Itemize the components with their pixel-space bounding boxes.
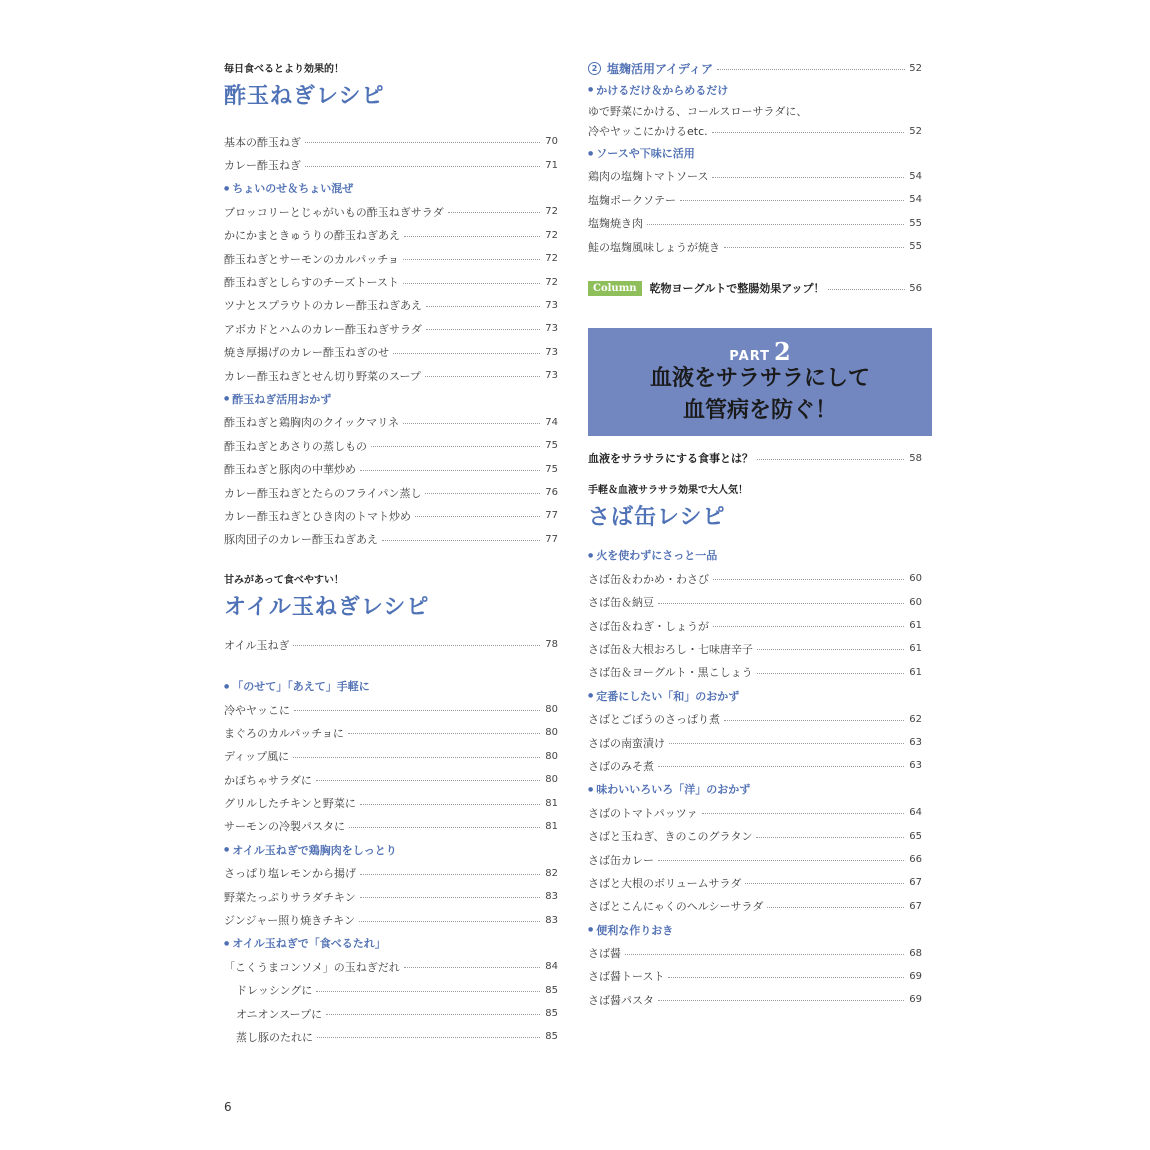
dot-leader xyxy=(724,247,904,248)
dot-leader xyxy=(293,757,540,758)
toc-entry-title: 基本の酢玉ねぎ xyxy=(224,135,301,149)
subsection-heading: ● 味わいいろいろ「洋」のおかず xyxy=(588,778,922,801)
subsection-heading: ● 酢玉ねぎ活用おかず xyxy=(224,387,558,410)
dot-leader xyxy=(293,645,540,646)
toc-entry[interactable] xyxy=(588,188,922,211)
dot-leader xyxy=(724,720,904,721)
toc-entry-title: 鶏肉の塩麹トマトソース xyxy=(588,170,709,184)
spacer xyxy=(224,112,558,130)
spacer xyxy=(588,534,922,544)
dot-leader xyxy=(404,967,540,968)
page-number: 6 xyxy=(224,1100,232,1114)
toc-entry-title: 酢玉ねぎとあさりの蒸しもの xyxy=(224,439,367,453)
toc-entry[interactable] xyxy=(588,235,922,258)
toc-entry-title: さっぱり塩レモンから揚げ xyxy=(224,867,356,881)
toc-entry-page: 80 xyxy=(545,727,558,739)
toc-entry-title: カレー酢玉ねぎ xyxy=(224,159,301,173)
dot-leader xyxy=(425,493,540,494)
toc-entry-title: 塩麹ポークソテー xyxy=(588,193,676,207)
dot-leader xyxy=(717,69,905,70)
toc-entry-page: 72 xyxy=(545,206,558,218)
toc-entry[interactable] xyxy=(224,528,558,551)
subsection-heading: ● 火を使わずにさっと一品 xyxy=(588,544,922,567)
dot-leader xyxy=(828,289,905,290)
dot-leader xyxy=(658,860,904,861)
toc-entry-page: 61 xyxy=(909,666,922,678)
toc-entry-page: 61 xyxy=(909,643,922,655)
toc-entry-page: 73 xyxy=(545,299,558,311)
spacer xyxy=(588,436,922,446)
toc-entry-title: さばのみそ煮 xyxy=(588,759,654,773)
subsection-heading: ● 便利な作りおき xyxy=(588,918,922,941)
toc-entry[interactable] xyxy=(588,446,922,469)
toc-entry[interactable] xyxy=(224,317,558,340)
toc-entry-page: 67 xyxy=(909,900,922,912)
dot-leader xyxy=(317,1037,540,1038)
subsection-heading: ● 定番にしたい「和」のおかず xyxy=(588,684,922,707)
section-kicker: 甘みがあって食べやすい！ xyxy=(224,574,344,586)
toc-entry-title: 血液をサラサラにする食事とは？ xyxy=(588,452,753,466)
dot-leader xyxy=(360,470,540,471)
dot-leader xyxy=(360,897,540,898)
dot-leader xyxy=(745,883,904,884)
toc-entry-page: 82 xyxy=(545,867,558,879)
subsection-heading: ● ソースや下味に活用 xyxy=(588,141,922,164)
toc-entry-page: 72 xyxy=(545,229,558,241)
dot-leader xyxy=(404,236,540,237)
subsection-heading: ● ちょいのせ＆ちょい混ぜ xyxy=(224,177,558,200)
toc-entry-page: 58 xyxy=(909,452,922,464)
toc-entry[interactable] xyxy=(224,633,558,656)
toc-entry[interactable] xyxy=(588,165,922,188)
dot-leader xyxy=(359,921,540,922)
column-badge: Column xyxy=(588,281,642,296)
toc-entry-page: 77 xyxy=(545,533,558,545)
toc-entry-page: 78 xyxy=(545,639,558,651)
toc-entry-page: 85 xyxy=(545,1031,558,1043)
toc-entry-page: 69 xyxy=(909,970,922,982)
toc-entry-page: 80 xyxy=(545,774,558,786)
toc-entry-title: 焼き厚揚げのカレー酢玉ねぎのせ xyxy=(224,346,389,360)
toc-entry-title: さば缶＆大根おろし・七味唐辛子 xyxy=(588,642,753,656)
toc-entry-title: ブロッコリーとじゃがいもの酢玉ねぎサラダ xyxy=(224,205,444,219)
toc-entry-page: 55 xyxy=(909,241,922,253)
part-title-line: 血管病を防ぐ！ xyxy=(682,398,837,424)
toc-entry-title: かぼちゃサラダに xyxy=(224,773,312,787)
toc-entry-title: オニオンスープに xyxy=(236,1007,323,1021)
toc-entry-title: アボカドとハムのカレー酢玉ねぎサラダ xyxy=(224,322,422,336)
toc-entry-title: ドレッシングに xyxy=(236,984,313,998)
dot-leader xyxy=(403,259,540,260)
toc-entry-title: さば缶カレー xyxy=(588,853,654,867)
toc-entry[interactable] xyxy=(588,824,922,847)
spacer xyxy=(588,318,922,328)
toc-entry-title: ツナとスプラウトのカレー酢玉ねぎあえ xyxy=(224,299,422,313)
toc-entry-title: カレー酢玉ねぎとひき肉のトマト炒め xyxy=(224,509,411,523)
dot-leader xyxy=(360,874,540,875)
toc-entry-title: カレー酢玉ねぎとせん切り野菜のスープ xyxy=(224,369,421,383)
spacer xyxy=(588,300,922,318)
spacer xyxy=(224,551,558,569)
toc-entry[interactable] xyxy=(224,457,558,480)
toc-entry-title: ディップ風に xyxy=(224,750,290,764)
toc-entry-title: さば缶＆わかめ・わさび xyxy=(588,572,709,586)
dot-leader xyxy=(360,804,540,805)
toc-entry-page: 81 xyxy=(545,820,558,832)
toc-entry-title: 鮭の塩麹風味しょうが焼き xyxy=(588,240,720,254)
dot-leader xyxy=(702,813,904,814)
toc-entry-title: さば缶＆納豆 xyxy=(588,596,654,610)
toc-entry-page: 55 xyxy=(909,217,922,229)
section-title: 酢玉ねぎレシピ xyxy=(224,83,385,109)
dot-leader xyxy=(713,579,904,580)
toc-entry-page: 83 xyxy=(545,891,558,903)
toc-entry[interactable] xyxy=(588,661,922,684)
toc-entry[interactable] xyxy=(224,224,558,247)
toc-entry[interactable] xyxy=(224,885,558,908)
toc-entry-title: さばと玉ねぎ、きのこのグラタン xyxy=(588,830,753,844)
toc-entry-page: 80 xyxy=(545,750,558,762)
toc-entry-page: 64 xyxy=(909,807,922,819)
toc-entry-page: 65 xyxy=(909,830,922,842)
toc-entry[interactable] xyxy=(224,698,558,721)
toc-entry[interactable] xyxy=(224,200,558,223)
toc-entry-title: 野菜たっぷりサラダチキン xyxy=(224,890,356,904)
toc-entry[interactable] xyxy=(588,941,922,964)
dot-leader xyxy=(349,827,540,828)
dot-leader xyxy=(680,200,904,201)
toc-entry[interactable] xyxy=(588,848,922,871)
dot-leader xyxy=(426,306,540,307)
dot-leader xyxy=(647,224,904,225)
spacer xyxy=(588,470,922,480)
toc-entry-multiline[interactable] xyxy=(588,101,922,141)
part-title-line: 血液をサラサラにして xyxy=(649,366,870,392)
toc-entry-page: 54 xyxy=(909,170,922,182)
toc-entry[interactable] xyxy=(224,434,558,457)
toc-entry[interactable] xyxy=(224,411,558,434)
part-label xyxy=(729,337,791,367)
dot-leader xyxy=(403,423,540,424)
toc-entry-title: オイル玉ねぎ xyxy=(224,638,290,652)
toc-entry[interactable] xyxy=(224,979,558,1002)
toc-entry[interactable] xyxy=(588,754,922,777)
toc-entry-title: さば醤トースト xyxy=(588,970,665,984)
toc-entry[interactable] xyxy=(224,247,558,270)
toc-entry-page: 85 xyxy=(545,984,558,996)
toc-entry-page: 76 xyxy=(545,487,558,499)
dot-leader xyxy=(668,977,904,978)
toc-entry-title-line: ゆで野菜にかける、コールスローサラダに、 xyxy=(588,105,808,119)
dot-leader xyxy=(757,459,904,460)
toc-entry[interactable] xyxy=(588,591,922,614)
dot-leader xyxy=(625,954,904,955)
dot-leader xyxy=(767,907,904,908)
dot-leader xyxy=(448,212,540,213)
toc-entry[interactable] xyxy=(224,270,558,293)
dot-leader xyxy=(371,446,540,447)
toc-entry-title: さばと大根のボリュームサラダ xyxy=(588,876,742,890)
toc-entry-page: 80 xyxy=(545,704,558,715)
section-title: オイル玉ねぎレシピ xyxy=(224,594,430,620)
toc-entry[interactable] xyxy=(224,130,558,153)
dot-leader xyxy=(316,780,540,781)
toc-entry-title-line: 冷やヤッこにかけるetc. xyxy=(588,125,708,139)
dot-leader xyxy=(382,540,540,541)
toc-entry-title: さば缶＆ヨーグルト・黒こしょう xyxy=(588,666,753,680)
toc-entry[interactable] xyxy=(588,895,922,918)
toc-entry[interactable] xyxy=(224,481,558,504)
toc-entry[interactable] xyxy=(588,731,922,754)
toc-entry-page: 61 xyxy=(909,620,922,632)
toc-entry-title: 酢玉ねぎとサーモンのカルパッチョ xyxy=(224,252,399,266)
toc-entry[interactable] xyxy=(224,504,558,527)
toc-entry-title: まぐろのカルパッチョに xyxy=(224,726,344,740)
toc-entry-page: 63 xyxy=(909,737,922,749)
section-kicker: 毎日食べるとより効果的！ xyxy=(224,63,344,75)
dot-leader xyxy=(316,991,540,992)
toc-entry[interactable] xyxy=(224,341,558,364)
toc-entry-page: 73 xyxy=(545,370,558,382)
toc-entry-page: 70 xyxy=(545,136,558,148)
subsection-heading: ● オイル玉ねぎで「食べるたれ」 xyxy=(224,932,558,955)
dot-leader xyxy=(403,283,540,284)
toc-entry[interactable] xyxy=(588,212,922,235)
column-entry[interactable] xyxy=(588,276,922,300)
toc-entry-title: 酢玉ねぎと豚肉の中華炒め xyxy=(224,463,356,477)
toc-entry-title: かにかまときゅうりの酢玉ねぎあえ xyxy=(224,229,400,243)
toc-entry[interactable] xyxy=(588,988,922,1011)
toc-entry-page: 52 xyxy=(909,62,922,74)
toc-entry-page: 71 xyxy=(545,159,558,171)
toc-entry[interactable] xyxy=(588,614,922,637)
toc-entry-page: 85 xyxy=(545,1008,558,1020)
toc-entry-page: 83 xyxy=(545,914,558,926)
numbered-heading-title: 塩麹活用アイディア xyxy=(607,61,713,76)
toc-entry[interactable] xyxy=(588,801,922,824)
spacer xyxy=(588,258,922,276)
toc-entry-page: 67 xyxy=(909,877,922,889)
toc-entry-page: 54 xyxy=(909,194,922,206)
toc-entry[interactable] xyxy=(588,637,922,660)
toc-entry-title: ジンジャー照り焼きチキン xyxy=(224,914,356,928)
spacer xyxy=(224,623,558,633)
toc-entry-page: 69 xyxy=(909,994,922,1006)
toc-entry-page: 60 xyxy=(909,573,922,585)
toc-entry-page: 75 xyxy=(545,440,558,452)
section-kicker: 手軽＆血液サラサラ効果で大人気！ xyxy=(588,485,748,497)
toc-entry-page: 52 xyxy=(909,125,922,137)
part-banner xyxy=(588,328,932,436)
toc-entry-title: 冷やヤッこに xyxy=(224,703,290,717)
dot-leader xyxy=(294,710,540,711)
toc-entry-title: さばとこんにゃくのヘルシーサラダ xyxy=(588,900,764,914)
toc-entry-title: 酢玉ねぎと鶏胸肉のクイックマリネ xyxy=(224,416,400,430)
toc-entry-page: 74 xyxy=(545,416,558,428)
toc-entry[interactable] xyxy=(224,721,558,744)
toc-entry-page: 75 xyxy=(545,463,558,475)
toc-entry-title: さばのトマトパッツァ xyxy=(588,806,698,820)
toc-entry[interactable] xyxy=(588,871,922,894)
toc-entry-title: 酢玉ねぎとしらすのチーズトースト xyxy=(224,276,399,290)
dot-leader xyxy=(305,166,540,167)
toc-entry xyxy=(588,121,922,141)
toc-entry[interactable] xyxy=(224,153,558,176)
numbered-heading[interactable] xyxy=(588,58,922,78)
toc-entry[interactable] xyxy=(224,745,558,768)
dot-leader xyxy=(326,1014,540,1015)
toc-entry-title: さば醤パスタ xyxy=(588,993,654,1007)
toc-entry-page: 72 xyxy=(545,253,558,265)
part-title xyxy=(650,363,870,427)
toc-entry[interactable] xyxy=(224,908,558,931)
dot-leader xyxy=(425,376,540,377)
toc-entry-page: 77 xyxy=(545,510,558,522)
toc-entry-page: 72 xyxy=(545,276,558,288)
toc-entry-page: 60 xyxy=(909,596,922,608)
toc-entry-title: さば醤 xyxy=(588,947,621,961)
toc-entry-page: 73 xyxy=(545,346,558,358)
toc-entry-title: カレー酢玉ねぎとたらのフライパン蒸し xyxy=(224,486,422,500)
toc-entry[interactable] xyxy=(224,862,558,885)
toc-entry-title: 塩麹焼き肉 xyxy=(588,217,643,231)
toc-entry-page: 66 xyxy=(909,854,922,865)
dot-leader xyxy=(713,626,904,627)
toc-entry-title: 豚肉団子のカレー酢玉ねぎあえ xyxy=(224,533,378,547)
dot-leader xyxy=(393,353,540,354)
toc-entry[interactable] xyxy=(224,1025,558,1048)
toc-left-column xyxy=(224,58,558,1049)
dot-leader xyxy=(757,649,904,650)
toc-entry-title: さばとごぼうのさっぱり煮 xyxy=(588,713,720,727)
toc-entry[interactable] xyxy=(224,955,558,978)
toc-entry[interactable] xyxy=(224,294,558,317)
dot-leader xyxy=(658,603,904,604)
toc-entry-page: 68 xyxy=(909,947,922,959)
toc-entry[interactable] xyxy=(224,791,558,814)
toc-entry[interactable] xyxy=(588,965,922,988)
toc-entry-title: グリルしたチキンと野菜に xyxy=(224,797,356,811)
part-number: 2 xyxy=(774,337,791,367)
toc-entry-page: 81 xyxy=(545,797,558,809)
section-title: さば缶レシピ xyxy=(588,505,726,531)
toc-entry-title: 「こくうまコンソメ」の玉ねぎだれ xyxy=(224,960,400,974)
toc-entry-page: 84 xyxy=(545,961,558,973)
toc-entry-title: さばの南蛮漬け xyxy=(588,736,665,750)
spacer xyxy=(224,656,558,674)
dot-leader xyxy=(712,132,904,133)
toc-entry[interactable] xyxy=(224,815,558,838)
number-circle-icon: 2 xyxy=(588,62,601,75)
toc-right-column xyxy=(588,58,922,1012)
dot-leader xyxy=(658,1000,904,1001)
dot-leader xyxy=(756,837,904,838)
dot-leader xyxy=(757,673,904,674)
dot-leader xyxy=(305,142,540,143)
toc-entry-page: 63 xyxy=(909,760,922,772)
column-title: 乾物ヨーグルトで整腸効果アップ！ xyxy=(649,282,825,296)
toc-entry-page: 62 xyxy=(909,713,922,725)
toc-entry[interactable] xyxy=(224,1002,558,1025)
toc-entry-page: 73 xyxy=(545,323,558,335)
part-word: PART xyxy=(729,349,770,365)
subsection-heading: ● 「のせて」「あえて」手軽に xyxy=(224,674,558,697)
dot-leader xyxy=(426,329,540,330)
toc-entry-title: サーモンの冷製パスタに xyxy=(224,820,345,834)
dot-leader xyxy=(348,733,540,734)
toc-entry-title: さば缶＆ねぎ・しょうが xyxy=(588,619,709,633)
subsection-heading: ● かけるだけ＆からめるだけ xyxy=(588,78,922,101)
dot-leader xyxy=(658,766,904,767)
dot-leader xyxy=(712,177,904,178)
toc-entry[interactable] xyxy=(588,707,922,730)
toc-entry[interactable] xyxy=(224,364,558,387)
dot-leader xyxy=(669,743,904,744)
toc-entry-page: 56 xyxy=(909,282,922,294)
toc-entry[interactable] xyxy=(224,768,558,791)
toc-entry-title: 蒸し豚のたれに xyxy=(236,1030,313,1044)
dot-leader xyxy=(415,516,540,517)
toc-entry[interactable] xyxy=(588,567,922,590)
subsection-heading: ● オイル玉ねぎで鶏胸肉をしっとり xyxy=(224,838,558,861)
